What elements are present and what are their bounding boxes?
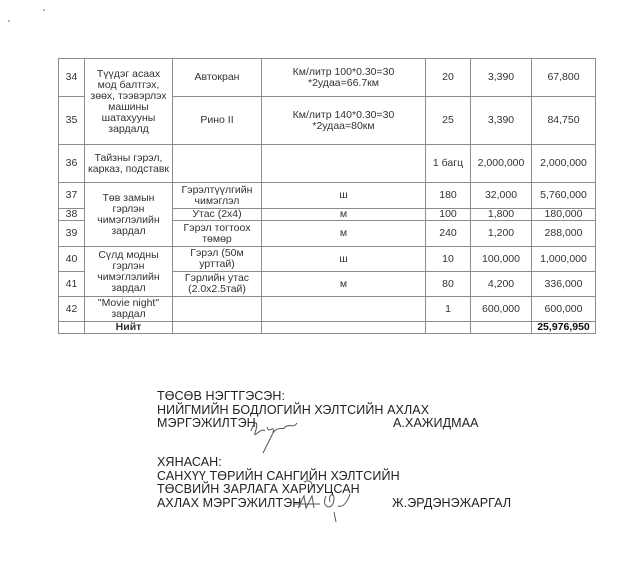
total-cell: 336,000 <box>532 272 596 297</box>
total-label: Нийт <box>85 322 173 334</box>
unit-cell: м <box>262 272 426 297</box>
prepared-position-row <box>157 417 577 431</box>
total-cell: 5,760,000 <box>532 183 596 209</box>
prepared-name: А.ХАЖИДМАА <box>393 416 479 430</box>
unit-cell: м <box>262 221 426 247</box>
category-cell: Сүлд модны гэрлэн чимэглэлийн зардал <box>85 247 173 297</box>
prepared-heading: ТӨСӨВ НЭГТГЭСЭН: <box>157 389 286 403</box>
qty-cell: 240 <box>426 221 471 247</box>
empty-cell <box>426 322 471 334</box>
item-cell: Рино II <box>173 97 262 145</box>
unit-cell: ш <box>262 247 426 272</box>
total-cell: 288,000 <box>532 221 596 247</box>
item-cell: Гэрэлтүүлгийн чимэглэл <box>173 183 262 209</box>
empty-cell <box>59 322 85 334</box>
item-cell: Утас (2х4) <box>173 209 262 221</box>
scan-speck <box>8 20 10 22</box>
category-cell: "Movie night" зардал <box>85 297 173 322</box>
reviewed-position-line1: САНХҮҮ ТӨРИЙН САНГИЙН ХЭЛТСИЙН <box>157 468 400 483</box>
total-cell: 84,750 <box>532 97 596 145</box>
price-cell: 100,000 <box>471 247 532 272</box>
row-number: 40 <box>59 247 85 272</box>
total-cell: 67,800 <box>532 59 596 97</box>
reviewed-position-line2: ТӨСВИЙН ЗАРЛАГА ХАРИУЦСАН <box>157 482 360 496</box>
unit-cell <box>262 297 426 322</box>
price-cell: 3,390 <box>471 97 532 145</box>
item-cell <box>173 145 262 183</box>
item-cell: Гэрэл тогтоох төмөр <box>173 221 262 247</box>
price-cell: 600,000 <box>471 297 532 322</box>
prepared-by-block <box>157 390 577 431</box>
qty-cell: 100 <box>426 209 471 221</box>
item-cell: Гэрлийн утас (2.0х2.5тай) <box>173 272 262 297</box>
unit-cell: Км/литр 140*0.30=30 *2удаа=80км <box>262 97 426 145</box>
row-number: 35 <box>59 97 85 145</box>
total-cell: 1,000,000 <box>532 247 596 272</box>
unit-cell: Км/литр 100*0.30=30 *2удаа=66.7км <box>262 59 426 97</box>
prepared-position-line2: МЭРГЭЖИЛТЭН <box>157 416 256 430</box>
category-cell: Түүдэг асаах мод балтгэх, зөөх, тээвэрлэх машины шатахууны зардалд <box>85 59 173 145</box>
price-cell: 32,000 <box>471 183 532 209</box>
reviewed-position-row <box>157 497 577 511</box>
item-cell: Гэрэл (50м урттай) <box>173 247 262 272</box>
reviewed-by-block <box>157 456 577 510</box>
price-cell: 1,200 <box>471 221 532 247</box>
total-cell: 2,000,000 <box>532 145 596 183</box>
qty-cell: 80 <box>426 272 471 297</box>
total-row <box>59 322 596 334</box>
grand-total: 25,976,950 <box>532 322 596 334</box>
reviewed-name: Ж.ЭРДЭНЭЖАРГАЛ <box>392 495 512 510</box>
row-number: 42 <box>59 297 85 322</box>
empty-cell <box>262 322 426 334</box>
empty-cell <box>173 322 262 334</box>
table-row <box>59 297 596 322</box>
row-number: 39 <box>59 221 85 247</box>
row-number: 36 <box>59 145 85 183</box>
row-number: 37 <box>59 183 85 209</box>
empty-cell <box>471 322 532 334</box>
price-cell: 1,800 <box>471 209 532 221</box>
prepared-position-line1: НИЙГМИЙН БОДЛОГИЙН ХЭЛТСИЙН АХЛАХ <box>157 402 430 417</box>
price-cell: 4,200 <box>471 272 532 297</box>
price-cell: 2,000,000 <box>471 145 532 183</box>
price-cell: 3,390 <box>471 59 532 97</box>
reviewed-heading: ХЯНАСАН: <box>157 455 222 469</box>
row-number: 38 <box>59 209 85 221</box>
category-cell: Төв замын гэрлэн чимэглэлийн зардал <box>85 183 173 247</box>
unit-cell: ш <box>262 183 426 209</box>
reviewed-position-line3: АХЛАХ МЭРГЭЖИЛТЭН <box>157 495 302 510</box>
qty-cell: 25 <box>426 97 471 145</box>
category-cell: Тайзны гэрэл, карказ, подставк <box>85 145 173 183</box>
total-cell: 600,000 <box>532 297 596 322</box>
table-row <box>59 247 596 272</box>
row-number: 41 <box>59 272 85 297</box>
row-number: 34 <box>59 59 85 97</box>
qty-cell: 1 багц <box>426 145 471 183</box>
item-cell <box>173 297 262 322</box>
unit-cell <box>262 145 426 183</box>
total-cell: 180,000 <box>532 209 596 221</box>
qty-cell: 10 <box>426 247 471 272</box>
scan-speck <box>43 9 45 11</box>
unit-cell: м <box>262 209 426 221</box>
qty-cell: 1 <box>426 297 471 322</box>
table-row <box>59 183 596 209</box>
table-row <box>59 145 596 183</box>
qty-cell: 180 <box>426 183 471 209</box>
budget-table <box>58 58 596 334</box>
table-row <box>59 59 596 97</box>
qty-cell: 20 <box>426 59 471 97</box>
item-cell: Автокран <box>173 59 262 97</box>
